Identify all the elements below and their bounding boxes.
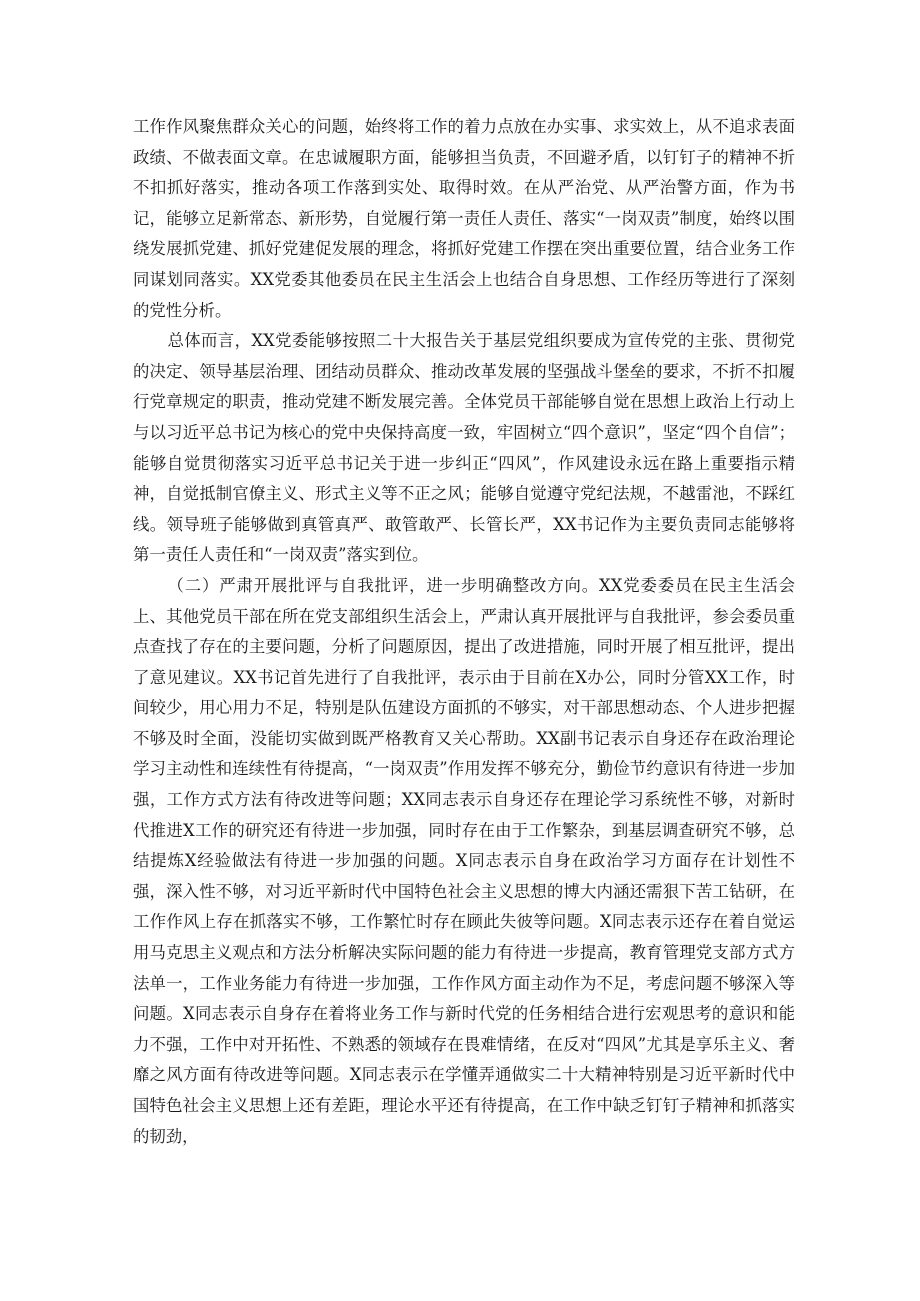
- document-body: [133, 112, 795, 1152]
- paragraph-criticism-section: （二）严肃开展批评与自我批评，进一步明确整改方向。XX党委委员在民主生活会上、其他党员干部在所在党支部组织生活会上，严肃认真开展批评与自我批评，参会委员重点查找了存在的主要问题，分析了问题原因，提出了改进措施，同时开展了相互批评，提出了意见建议。XX书记首先进行了自我批评，表示由于目前在X办公，同时分管XX工作，时间较少，用心用力不足，特别是队伍建设方面抓的不够实，对干部思想动态、个人进步把握不够及时全面，没能切实做到既严格教育又关心帮助。XX副书记表示自身还存在政治理论学习主动性和连续性有待提高，“一岗双责”作用发挥不够充分，勤俭节约意识有待进一步加强，工作方式方法有待改进等问题；XX同志表示自身还存在理论学习系统性不够，对新时代推进X工作的研究还有待进一步加强，同时存在由于工作繁杂，到基层调查研究不够，总结提炼X经验做法有待进一步加强的问题。X同志表示自身在政治学习方面存在计划性不强，深入性不够，对习近平新时代中国特色社会主义思想的博大内涵还需狠下苦工钻研，在工作作风上存在抓落实不够，工作繁忙时存在顾此失彼等问题。X同志表示还存在着自觉运用马克思主义观点和方法分析解决实际问题的能力有待进一步提高，教育管理党支部方式方法单一，工作业务能力有待进一步加强，工作作风方面主动作为不足，考虑问题不够深入等问题。X同志表示自身存在着将业务工作与新时代党的任务相结合进行宏观思考的意识和能力不强，工作中对开拓性、不熟悉的领域存在畏难情绪，在反对“四风”尤其是享乐主义、奢靡之风方面有待改进等问题。X同志表示在学懂弄通做实二十大精神特别是习近平新时代中国特色社会主义思想上还有差距，理论水平还有待提高，在工作中缺乏钉钉子精神和抓落实的韧劲，: [133, 575, 795, 1146]
- paragraph-continuation: 工作作风聚焦群众关心的问题，始终将工作的着力点放在办实事、求实效上，从不追求表面政绩、不做表面文章。在忠诚履职方面，能够担当负责，不回避矛盾，以钉钉子的精神不折不扣抓好落实，推动各项工作落到实处、取得时效。在从严治党、从严治警方面，作为书记，能够立足新常态、新形势，自觉履行第一责任人责任、落实“一岗双责”制度，始终以围绕发展抓党建、抓好党建促发展的理念，将抓好党建工作摆在突出重要位置，结合业务工作同谋划同落实。XX党委其他委员在民主生活会上也结合自身思想、工作经历等进行了深刻的党性分析。: [133, 117, 795, 320]
- paragraph-summary: 总体而言，XX党委能够按照二十大报告关于基层党组织要成为宣传党的主张、贯彻党的决定、领导基层治理、团结动员群众、推动改革发展的坚强战斗堡垒的要求，不折不扣履行党章规定的职责，推动党建不断发展完善。全体党员干部能够自觉在思想上政治上行动上与以习近平总书记为核心的党中央保持高度一致，牢固树立“四个意识”，坚定“四个自信”；能够自觉贯彻落实习近平总书记关于进一步纠正“四风”，作风建设永远在路上重要指示精神，自觉抵制官僚主义、形式主义等不正之风；能够自觉遵守党纪法规，不越雷池，不踩红线。领导班子能够做到真管真严、敢管敢严、长管长严，XX书记作为主要负责同志能够将第一责任人责任和“一岗双责”落实到位。: [133, 331, 795, 565]
